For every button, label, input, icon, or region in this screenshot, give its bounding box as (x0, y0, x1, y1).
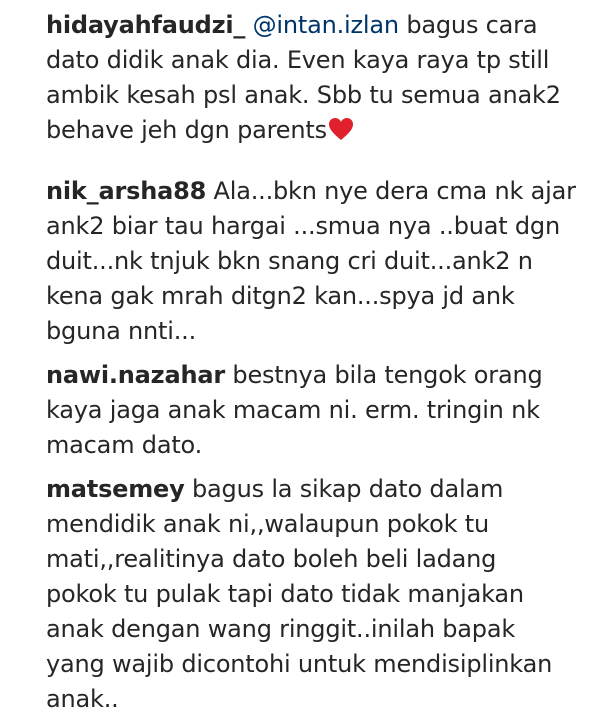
comment-text-line: pokok tu pulak tapi dato tidak manjakan (46, 580, 524, 608)
comment-text: bestnya bila tengok orang (232, 361, 543, 389)
comment-text: behave jeh dgn parents (46, 116, 327, 144)
comment-text-line: anak.. (46, 685, 119, 713)
comment-username[interactable]: nawi.nazahar (46, 361, 225, 389)
comment-username[interactable]: nik_arsha88 (46, 177, 207, 205)
comment-text-line: kena gak mrah ditgn2 kan...spya jd ank (46, 282, 515, 310)
comment-text-line (46, 113, 586, 148)
comment-first-line (46, 8, 586, 43)
comment-username[interactable]: hidayahfaudzi_ (46, 11, 246, 39)
comment-first-line (46, 174, 586, 209)
comment-item (46, 8, 586, 148)
comment-mention[interactable]: @intan.izlan (252, 11, 399, 39)
comment-item (46, 358, 586, 463)
comment-text-line: yang wajib dicontohi untuk mendisiplinkan (46, 650, 553, 678)
comment-text-line: macam dato. (46, 431, 203, 459)
comment-text-line: ank2 biar tau hargai ...smua nya ..buat dgn (46, 212, 560, 240)
comment-item (46, 174, 586, 349)
comment-text: bagus cara (406, 11, 538, 39)
comment-text-line: mendidik anak ni,,walaupun pokok tu (46, 510, 489, 538)
comment-first-line (46, 358, 586, 393)
heart-icon (328, 116, 354, 140)
comment-text-line: kaya jaga anak macam ni. erm. tringin nk (46, 396, 540, 424)
comment-text-line: bguna nnti... (46, 317, 197, 345)
comment-text-line: duit...nk tnjuk bkn snang cri duit...ank2 n (46, 247, 533, 275)
comment-text-line: dato didik anak dia. Even kaya raya tp still (46, 46, 550, 74)
comment-first-line (46, 472, 586, 507)
comment-text-line: ambik kesah psl anak. Sbb tu semua anak2 (46, 81, 561, 109)
comment-text: Ala...bkn nye dera cma nk ajar (213, 177, 576, 205)
comment-text-line: mati,,realitinya dato boleh beli ladang (46, 545, 497, 573)
comment-username[interactable]: matsemey (46, 475, 185, 503)
comment-text-line: anak dengan wang ringgit..inilah bapak (46, 615, 516, 643)
comment-text: bagus la sikap dato dalam (192, 475, 504, 503)
comment-item (46, 472, 586, 717)
